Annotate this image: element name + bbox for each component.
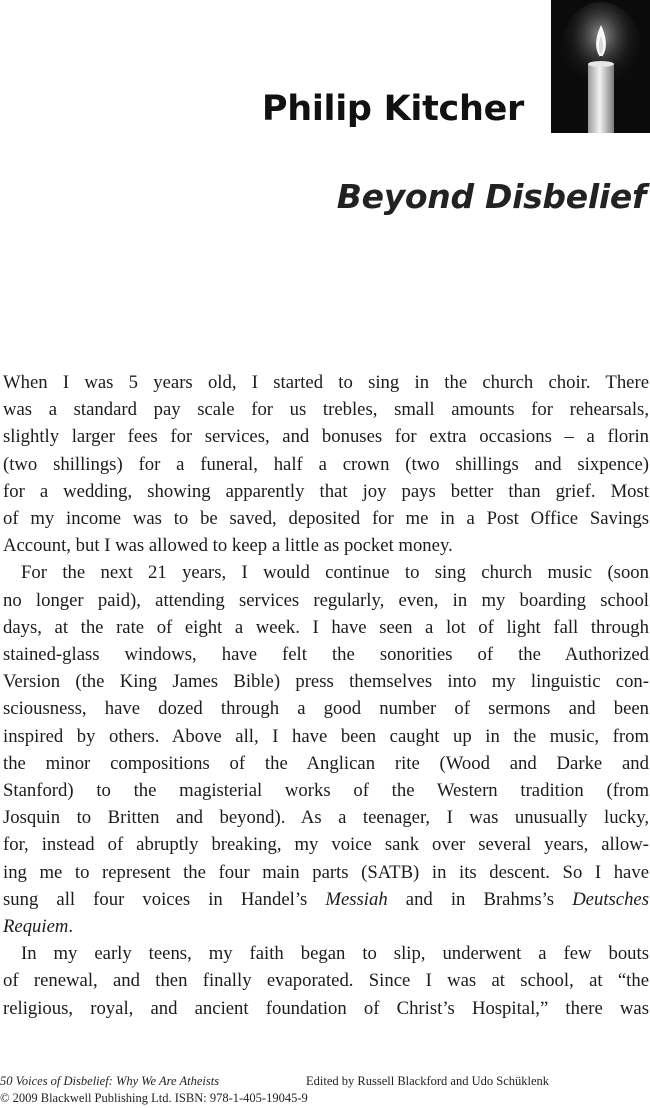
text-line: When I was 5 years old, I started to sing in the church choir. There [3,372,649,393]
text-line: Josquin to Britten and beyond). As a teenager, I was unusually lucky, [3,807,649,829]
text-line: slightly larger fees for services, and bonuses for extra occasions – a florin [3,426,649,448]
editors-credit: Edited by Russell Blackford and Udo Schüklenk [306,1074,550,1088]
text-line: days, at the rate of eight a week. I have seen a lot of light fall through [3,616,649,638]
text-line [3,886,649,913]
paragraph-3 [3,940,649,1022]
text-line: of renewal, and then finally evaporated. Since I was at school, at “the [3,970,649,992]
work-title-requiem-end: Requiem [3,916,69,938]
work-title-messiah: Messiah [325,888,388,910]
candle-flame-icon [551,0,650,133]
paragraph-1 [3,369,649,559]
book-title: 50 Voices of Disbelief: Why We Are Atheists [0,1074,220,1088]
text-fragment: . [68,916,74,938]
text-line: religious, royal, and ancient foundation of Christ’s Hospital,” there was [3,997,649,1019]
text-line: for, instead of abruptly breaking, my voice sank over several years, allow- [3,834,649,856]
text-line: sciousness, have dozed through a good number of sermons and been [3,698,649,720]
text-line: inspired by others. Above all, I have been caught up in the music, from [3,725,649,747]
candle-photo [551,0,650,133]
text-line: ing me to represent the four main parts (SATB) in its descent. So I have [3,861,649,883]
text-line: was a standard pay scale for us trebles, small amounts for rehearsals, [3,399,649,421]
essay-title: Beyond Disbelief [336,177,646,216]
text-fragment: and in Brahms’s [405,888,555,910]
paragraph-2 [3,559,649,940]
author-name: Philip Kitcher [261,89,524,129]
text-line: of my income was to be saved, deposited for me in a Post Office Savings [3,508,649,530]
text-line: (two shillings) for a funeral, half a crown (two shillings and sixpence) [3,453,649,475]
text-fragment: sung all four voices in Handel’s [3,888,308,910]
text-line: For the next 21 years, I would continue to sing church music (soon [21,562,649,584]
body-text [3,369,649,1022]
work-title-requiem-start: Deutsches [572,888,649,910]
page-footer [0,1073,650,1105]
text-line: no longer paid), attending services regularly, even, in my boarding school [3,589,649,611]
text-line [3,913,649,940]
text-line: stained-glass windows, have felt the sonorities of the Authorized [3,644,649,666]
text-line: for a wedding, showing apparently that joy pays better than grief. Most [3,480,649,502]
text-line: the minor compositions of the Anglican rite (Wood and Darke and [3,752,649,774]
text-line: Version (the King James Bible) press themselves into my linguistic con- [3,671,649,693]
text-line: Account, but I was allowed to keep a little as pocket money. [3,535,453,557]
text-line: In my early teens, my faith began to slip, underwent a few bouts [21,943,649,965]
text-line: Stanford) to the magisterial works of the Western tradition (from [3,780,649,802]
copyright-line: © 2009 Blackwell Publishing Ltd. ISBN: 978-1-405-19045-9 [0,1091,308,1105]
